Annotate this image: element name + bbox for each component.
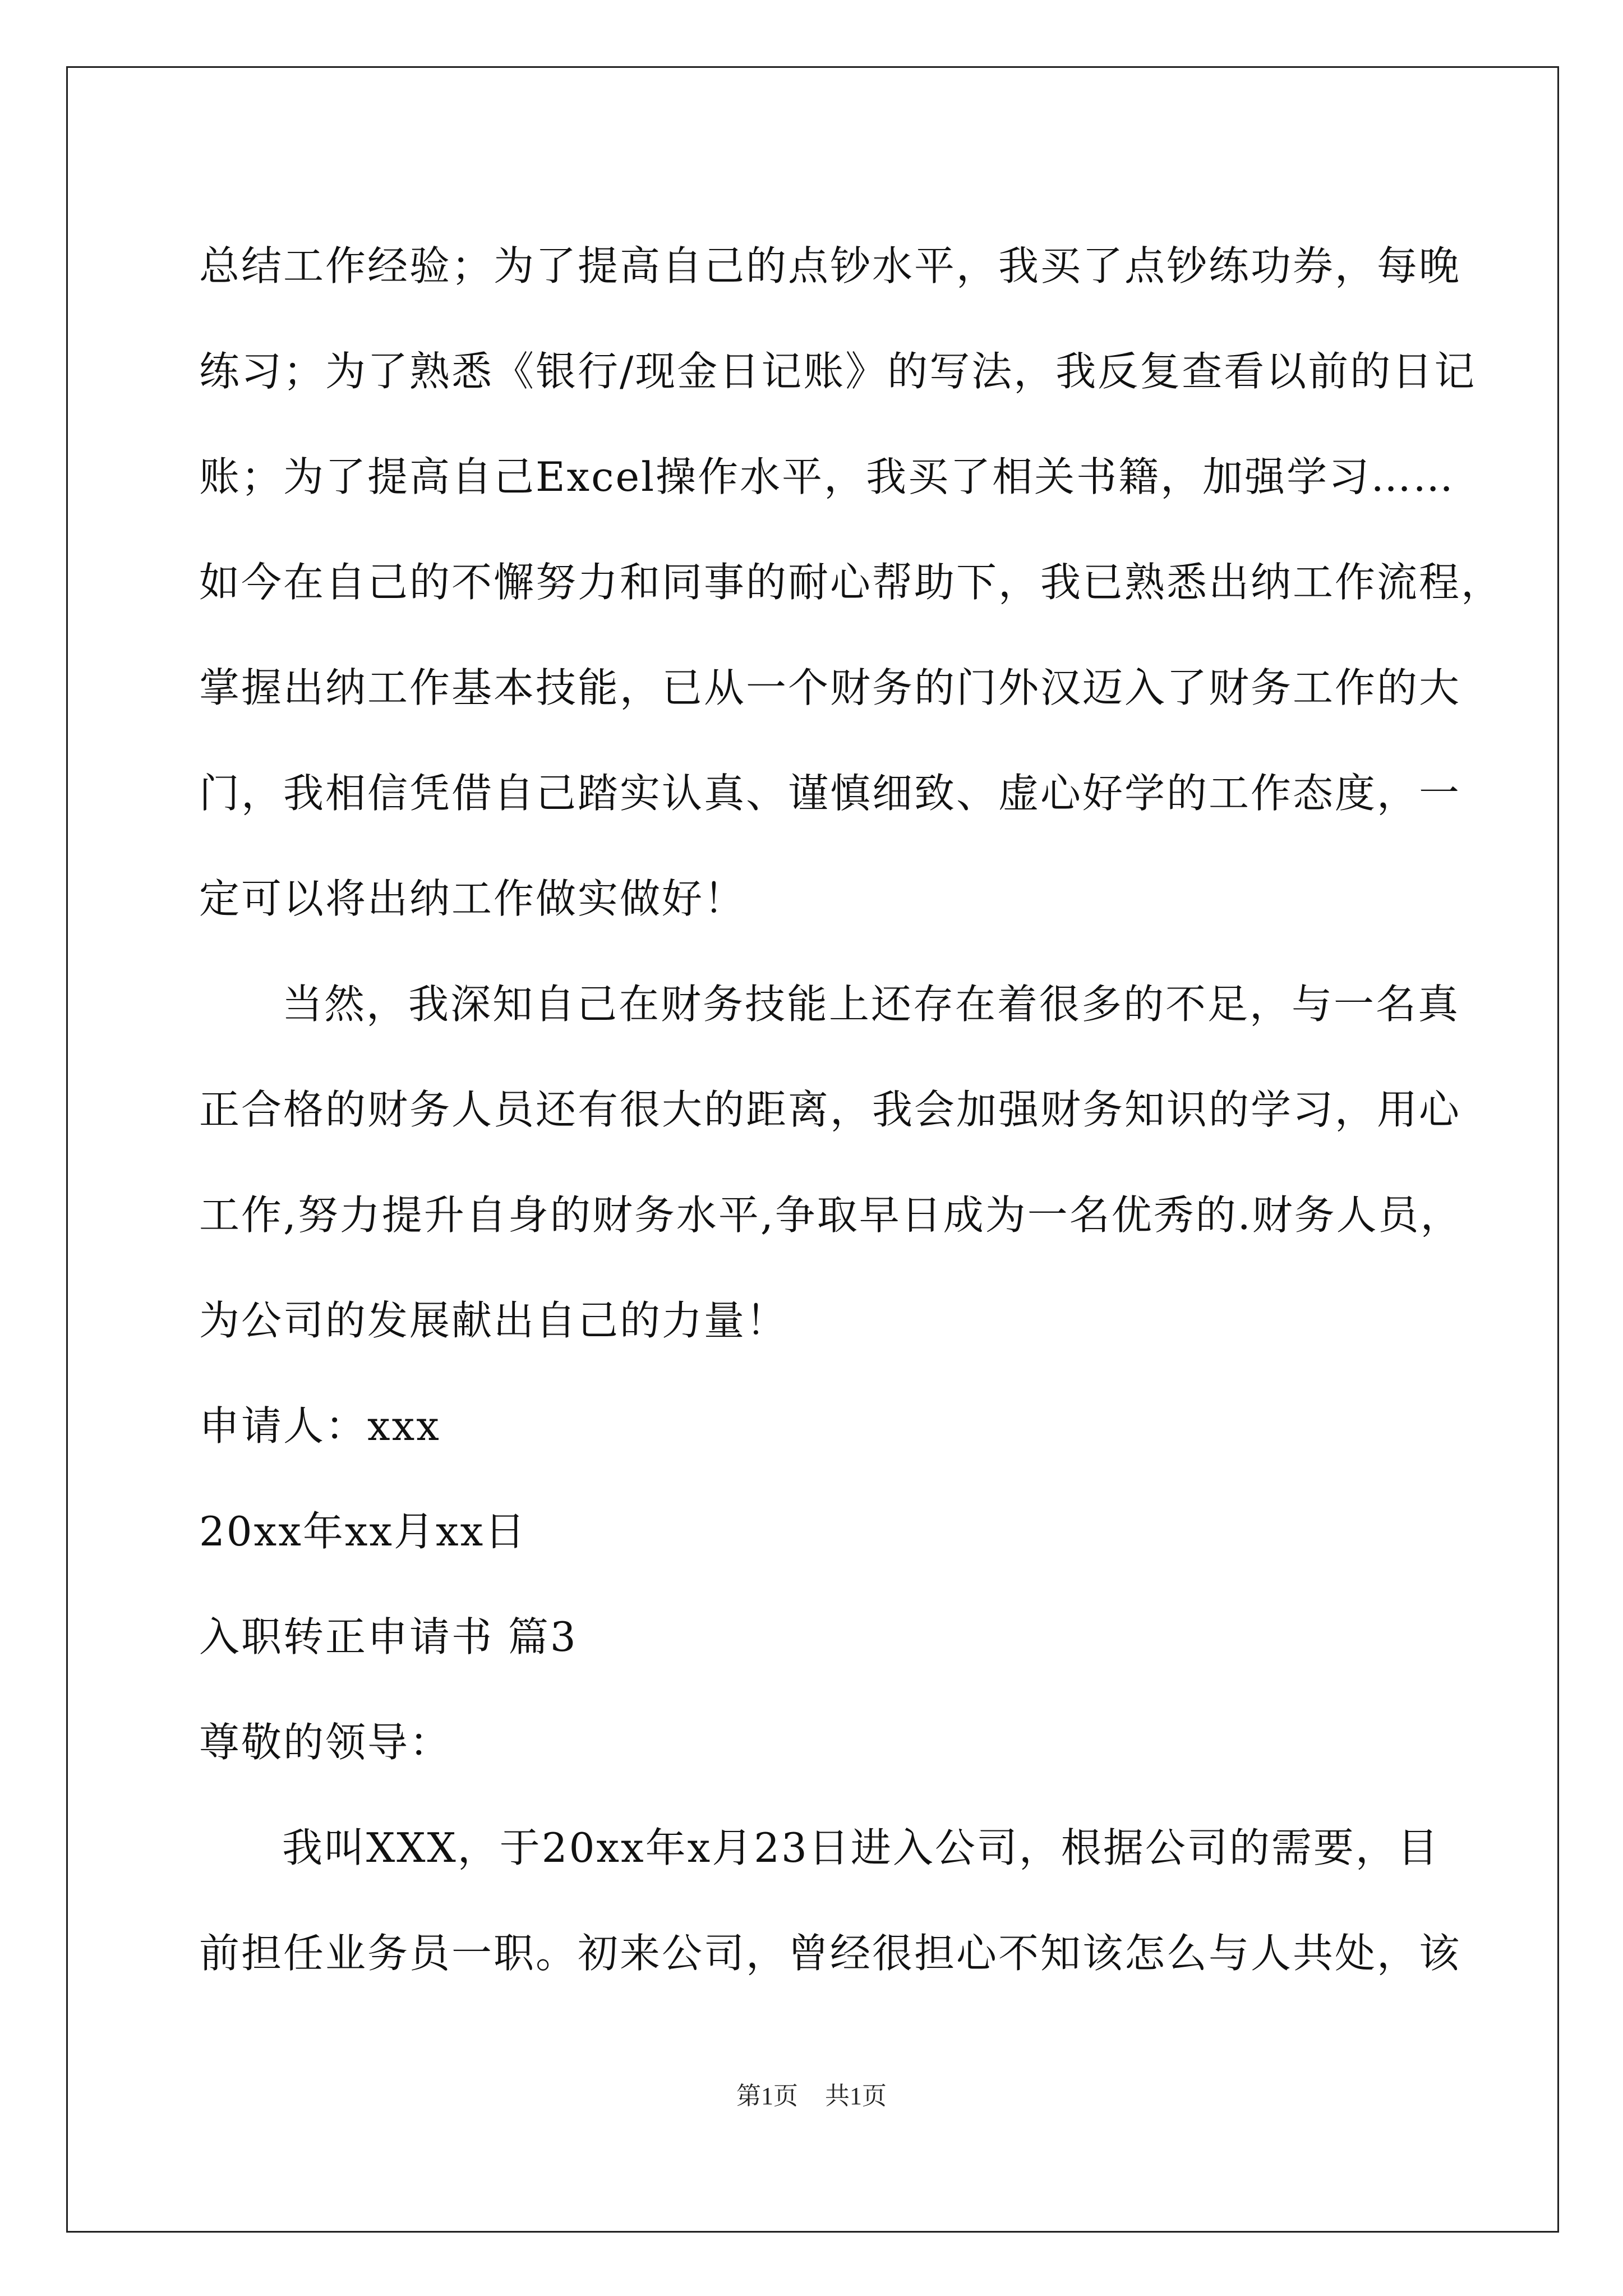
text-line-3: 账；为了提高自己Excel操作水平，我买了相关书籍，加强学习…… bbox=[199, 453, 1455, 500]
section-title: 入职转正申请书 篇3 bbox=[199, 1613, 578, 1660]
text-line-7: 定可以将出纳工作做实做好！ bbox=[199, 875, 746, 922]
text-line-8: 当然，我深知自己在财务技能上还存在着很多的不足，与一名真 bbox=[282, 981, 1460, 1028]
text-line-17: 前担任业务员一职。初来公司，曾经很担心不知该怎么与人共处，该 bbox=[199, 1930, 1461, 1977]
date-line: 20xx年xx月xx日 bbox=[199, 1508, 527, 1555]
page-footer bbox=[0, 2076, 1623, 2111]
salutation: 尊敬的领导： bbox=[199, 1719, 452, 1766]
text-line-5: 掌握出纳工作基本技能，已从一个财务的门外汉迈入了财务工作的大 bbox=[199, 664, 1461, 711]
page-total: 共1页 bbox=[825, 2082, 887, 2110]
text-line-4: 如今在自己的不懈努力和同事的耐心帮助下，我已熟悉出纳工作流程， bbox=[199, 559, 1504, 606]
text-line-6: 门，我相信凭借自己踏实认真、谨慎细致、虚心好学的工作态度，一 bbox=[199, 770, 1461, 817]
text-line-9: 正合格的财务人员还有很大的距离，我会加强财务知识的学习，用心 bbox=[199, 1086, 1461, 1133]
text-line-16: 我叫XXX，于20xx年x月23日进入公司，根据公司的需要，目 bbox=[282, 1824, 1440, 1871]
text-line-1: 总结工作经验；为了提高自己的点钞水平，我买了点钞练功券，每晚 bbox=[199, 242, 1461, 289]
document-body bbox=[199, 213, 1504, 2006]
text-line-11: 为公司的发展献出自己的力量！ bbox=[199, 1297, 789, 1344]
text-line-10: 工作,努力提升自身的财务水平,争取早日成为一名优秀的.财务人员， bbox=[199, 1191, 1463, 1239]
text-line-2: 练习；为了熟悉《银行/现金日记账》的写法，我反复查看以前的日记 bbox=[199, 348, 1477, 395]
applicant-line: 申请人：xxx bbox=[199, 1402, 441, 1450]
page-number: 第1页 bbox=[736, 2082, 798, 2110]
